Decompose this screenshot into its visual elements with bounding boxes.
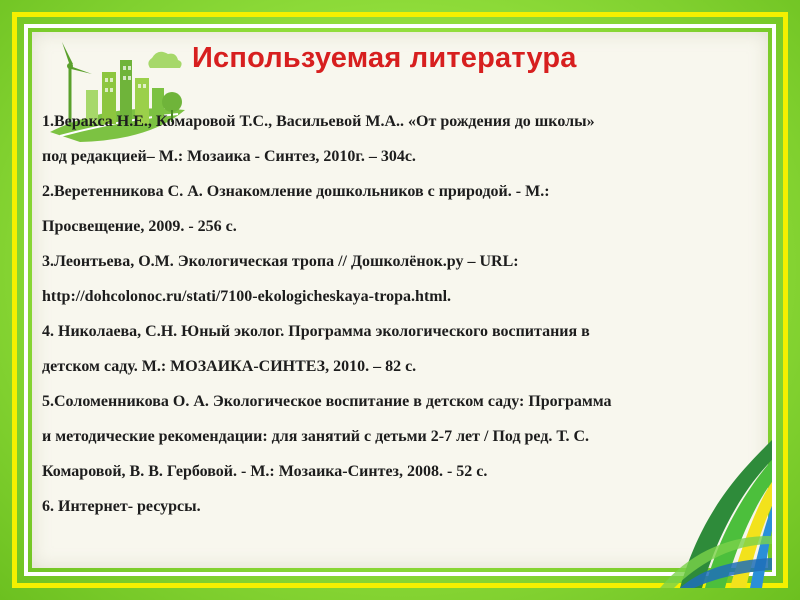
reference-line: и методические рекомендации: для занятий с детьми 2-7 лет / Под ред. Т. С.: [42, 428, 590, 445]
reference-line: 6. Интернет- ресурсы.: [42, 498, 201, 515]
page-title: Используемая литература: [192, 42, 577, 74]
reference-line: 2.Веретенникова С. А. Ознакомление дошкольников с природой. - М.:: [42, 183, 550, 200]
reference-line: http://dohcolonoc.ru/stati/7100-ekologicheskaya-tropa.html.: [42, 288, 452, 305]
reference-line: под редакцией– М.: Мозаика - Синтез, 2010г. – 304с.: [42, 148, 416, 165]
ribbon-decoration-icon: [650, 440, 772, 588]
reference-line: 3.Леонтьева, О.М. Экологическая тропа // Дошколёнок.ру – URL:: [42, 253, 519, 270]
reference-line: детском саду. М.: МОЗАИКА-СИНТЕЗ, 2010. – 82 с.: [42, 358, 417, 375]
reference-line: Комаровой, В. В. Гербовой. - М.: Мозаика-Синтез, 2008. - 52 с.: [42, 463, 488, 480]
reference-line: Просвещение, 2009. - 256 с.: [42, 218, 237, 235]
reference-line: 5.Соломенникова О. А. Экологическое воспитание в детском саду: Программа: [42, 393, 612, 410]
reference-line: 1.Веракса Н.Е., Комаровой Т.С., Васильевой М.А.. «От рождения до школы»: [42, 113, 595, 130]
reference-line: 4. Николаева, С.Н. Юный эколог. Программа экологического воспитания в: [42, 323, 590, 340]
